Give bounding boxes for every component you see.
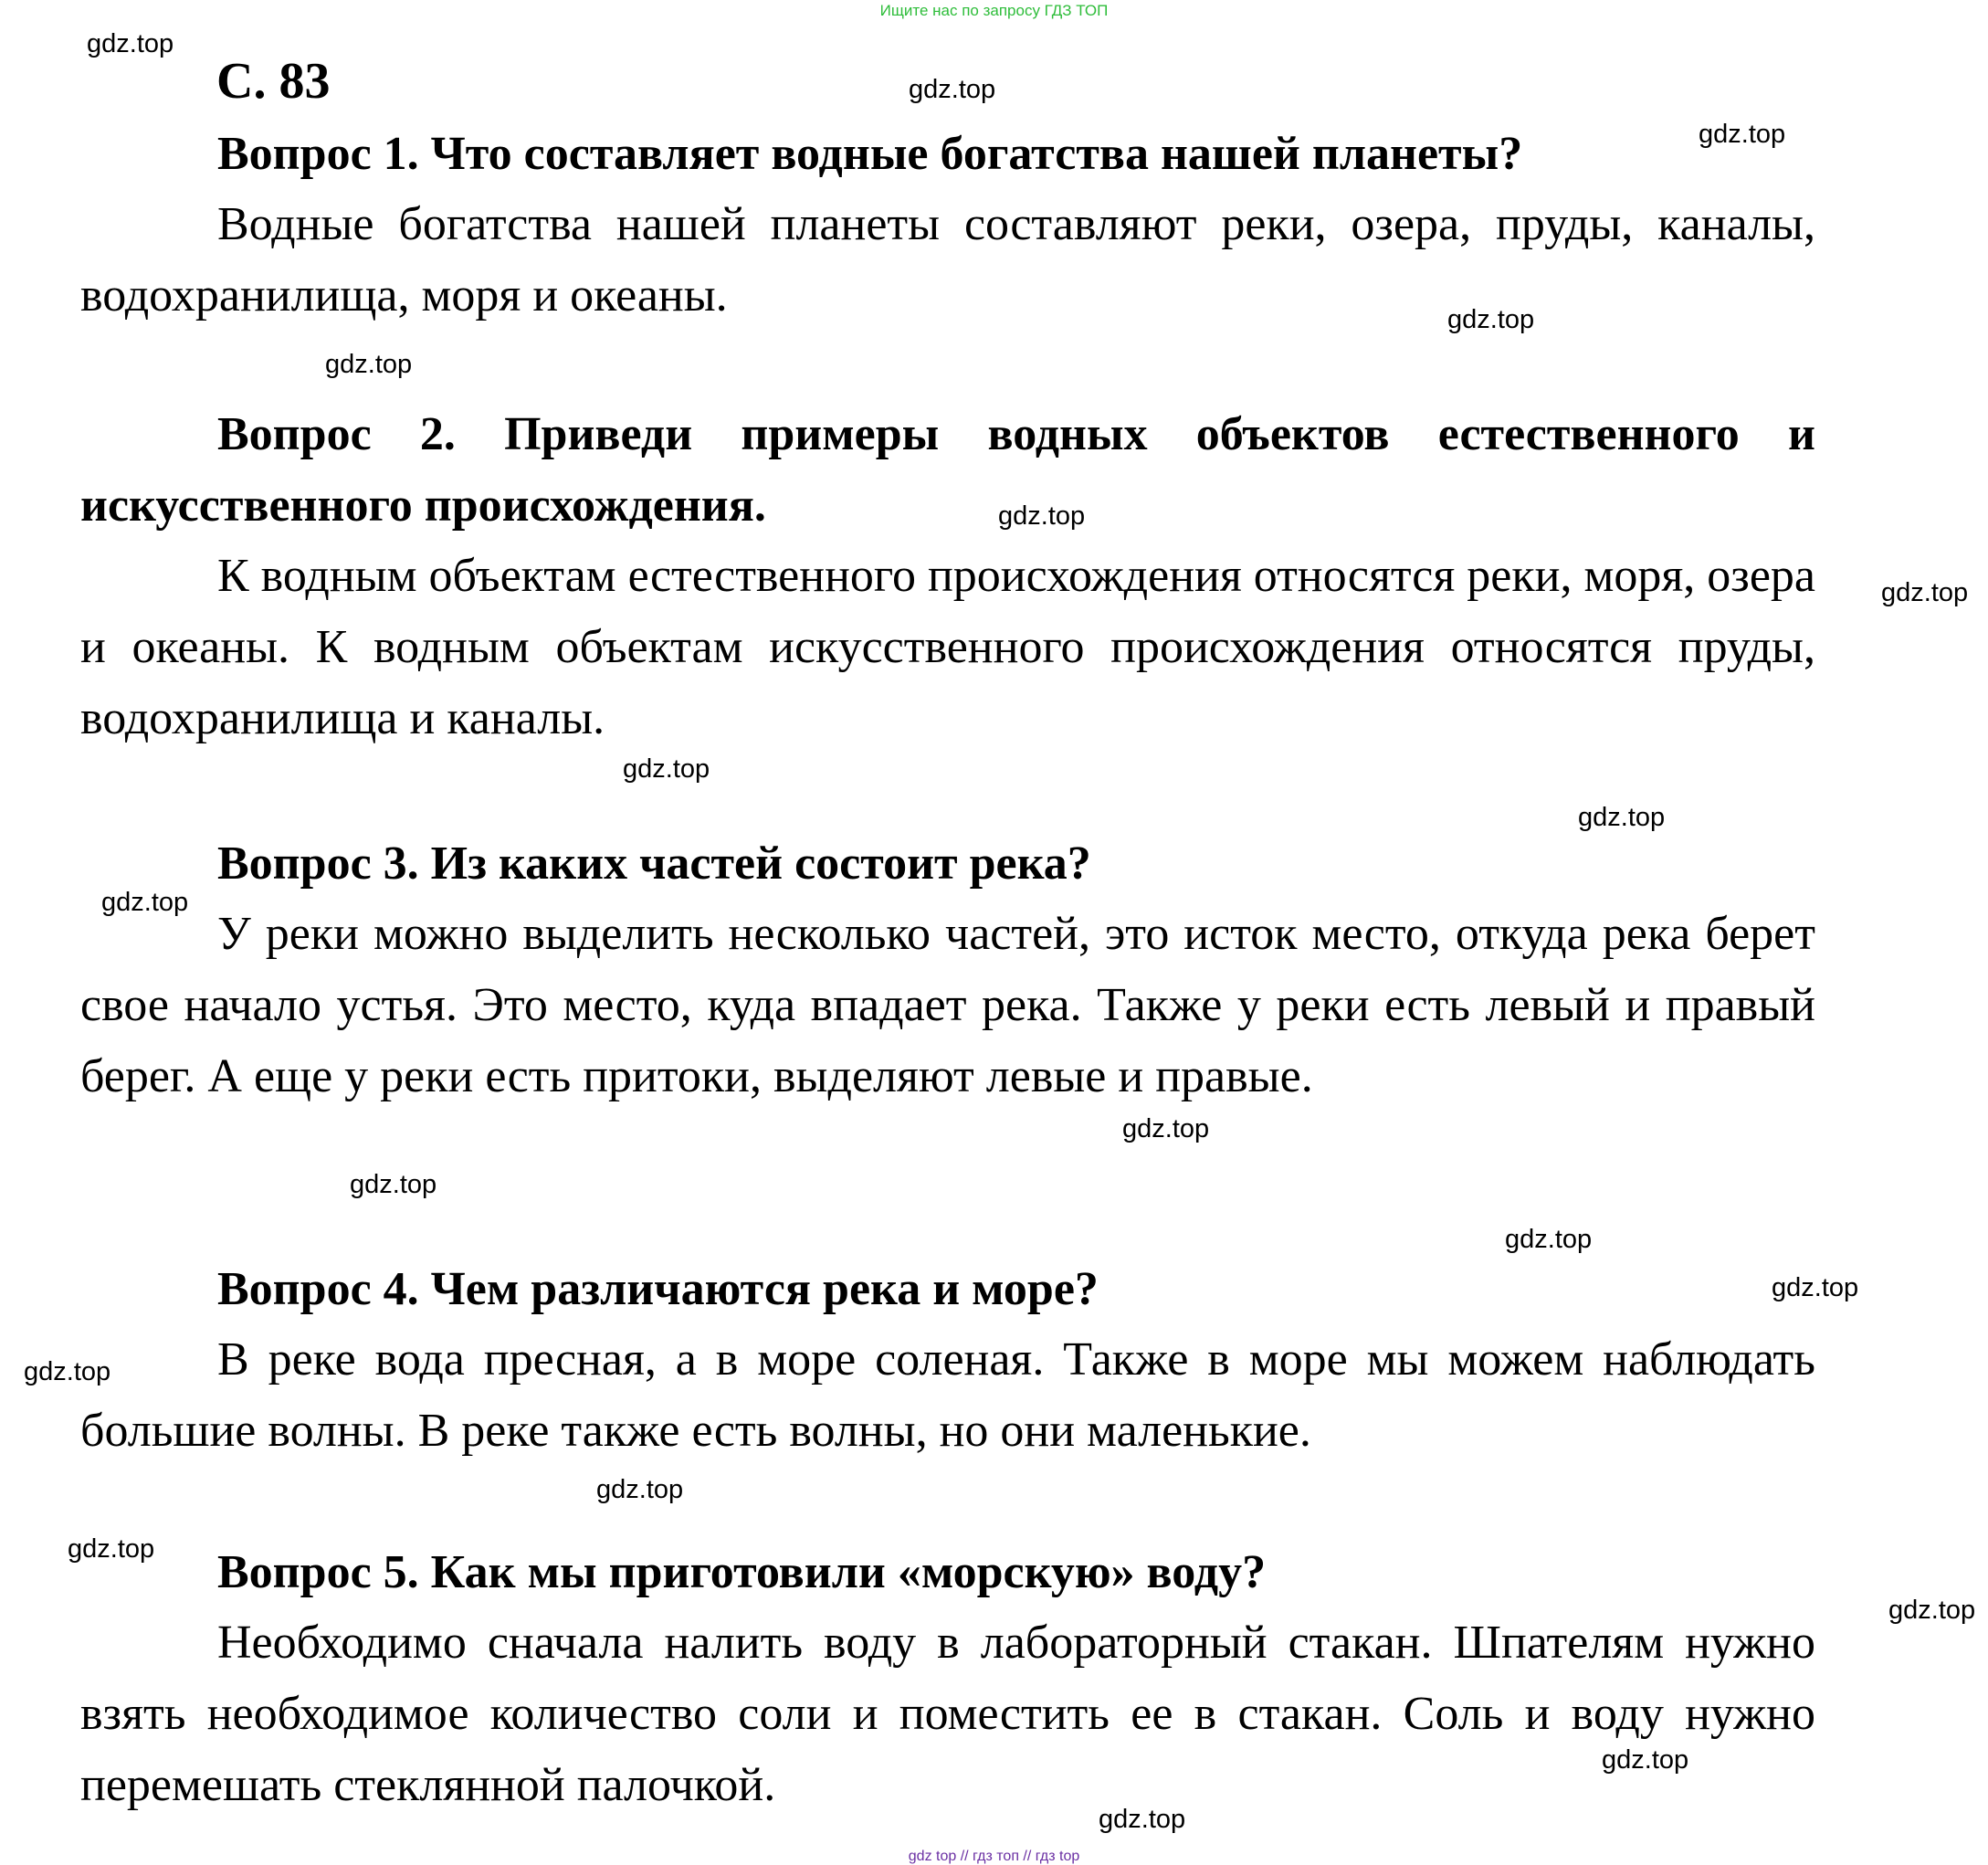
question-2: Вопрос 2. Приведи примеры водных объектов естественного и искусственного происхождения. [80,408,1815,532]
watermark: gdz.top [1505,1225,1593,1254]
watermark: gdz.top [325,350,413,379]
top-search-link[interactable]: Ищите нас по запросу ГДЗ ТОП [879,2,1109,19]
question-1: Вопрос 1. Что составляет водные богатства нашей планеты? [217,128,1523,180]
watermark: gdz.top [909,75,996,104]
watermark: gdz.top [998,501,1086,531]
watermark: gdz.top [1122,1114,1210,1143]
watermark: gdz.top [1099,1805,1186,1834]
watermark: gdz.top [596,1475,684,1504]
watermark: gdz.top [623,754,710,784]
watermark: gdz.top [1602,1745,1689,1775]
watermark: gdz.top [68,1534,155,1564]
watermark: gdz.top [1578,803,1666,832]
watermark: gdz.top [24,1357,111,1386]
answer-5: Необходимо сначала налить воду в лабораторный стакан. Шпателям нужно взять необходимое количество соли и поместить ее в стакан. Соль и воду нужно перемешать стеклянной палочкой. [80,1617,1815,1811]
watermark: gdz.top [1447,305,1535,334]
answer-1: Водные богатства нашей планеты составляют реки, озера, пруды, каналы, водохранилища, моря и океаны. [80,198,1815,321]
question-4: Вопрос 4. Чем различаются река и море? [217,1263,1099,1315]
watermark: gdz.top [350,1170,437,1199]
question-5: Вопрос 5. Как мы приготовили «морскую» воду? [217,1546,1267,1598]
watermark: gdz.top [1881,578,1969,607]
page-number: С. 83 [216,53,331,110]
question-3: Вопрос 3. Из каких частей состоит река? [217,838,1091,890]
watermark: gdz.top [1888,1596,1976,1625]
answer-3: У реки можно выделить несколько частей, это исток место, откуда река берет свое начало устья. Это место, куда впадает река. Также у реки есть левый и правый берег. А еще у реки есть притоки, выделяют левые и правые. [80,908,1815,1102]
watermark: gdz.top [1772,1273,1859,1302]
answer-2: К водным объектам естественного происхождения относятся реки, моря, озера и океаны. К водным объектам искусственного происхождения относятся пруды, водохранилища и каналы. [80,550,1815,744]
watermark: gdz.top [87,29,174,58]
watermark: gdz.top [101,888,189,917]
answer-4: В реке вода пресная, а в море соленая. Также в море мы можем наблюдать большие волны. В реке также есть волны, но они маленькие. [80,1333,1815,1457]
watermark: gdz.top [1699,120,1786,149]
footer-links[interactable]: gdz top // гдз топ // гдз top [908,1849,1080,1864]
